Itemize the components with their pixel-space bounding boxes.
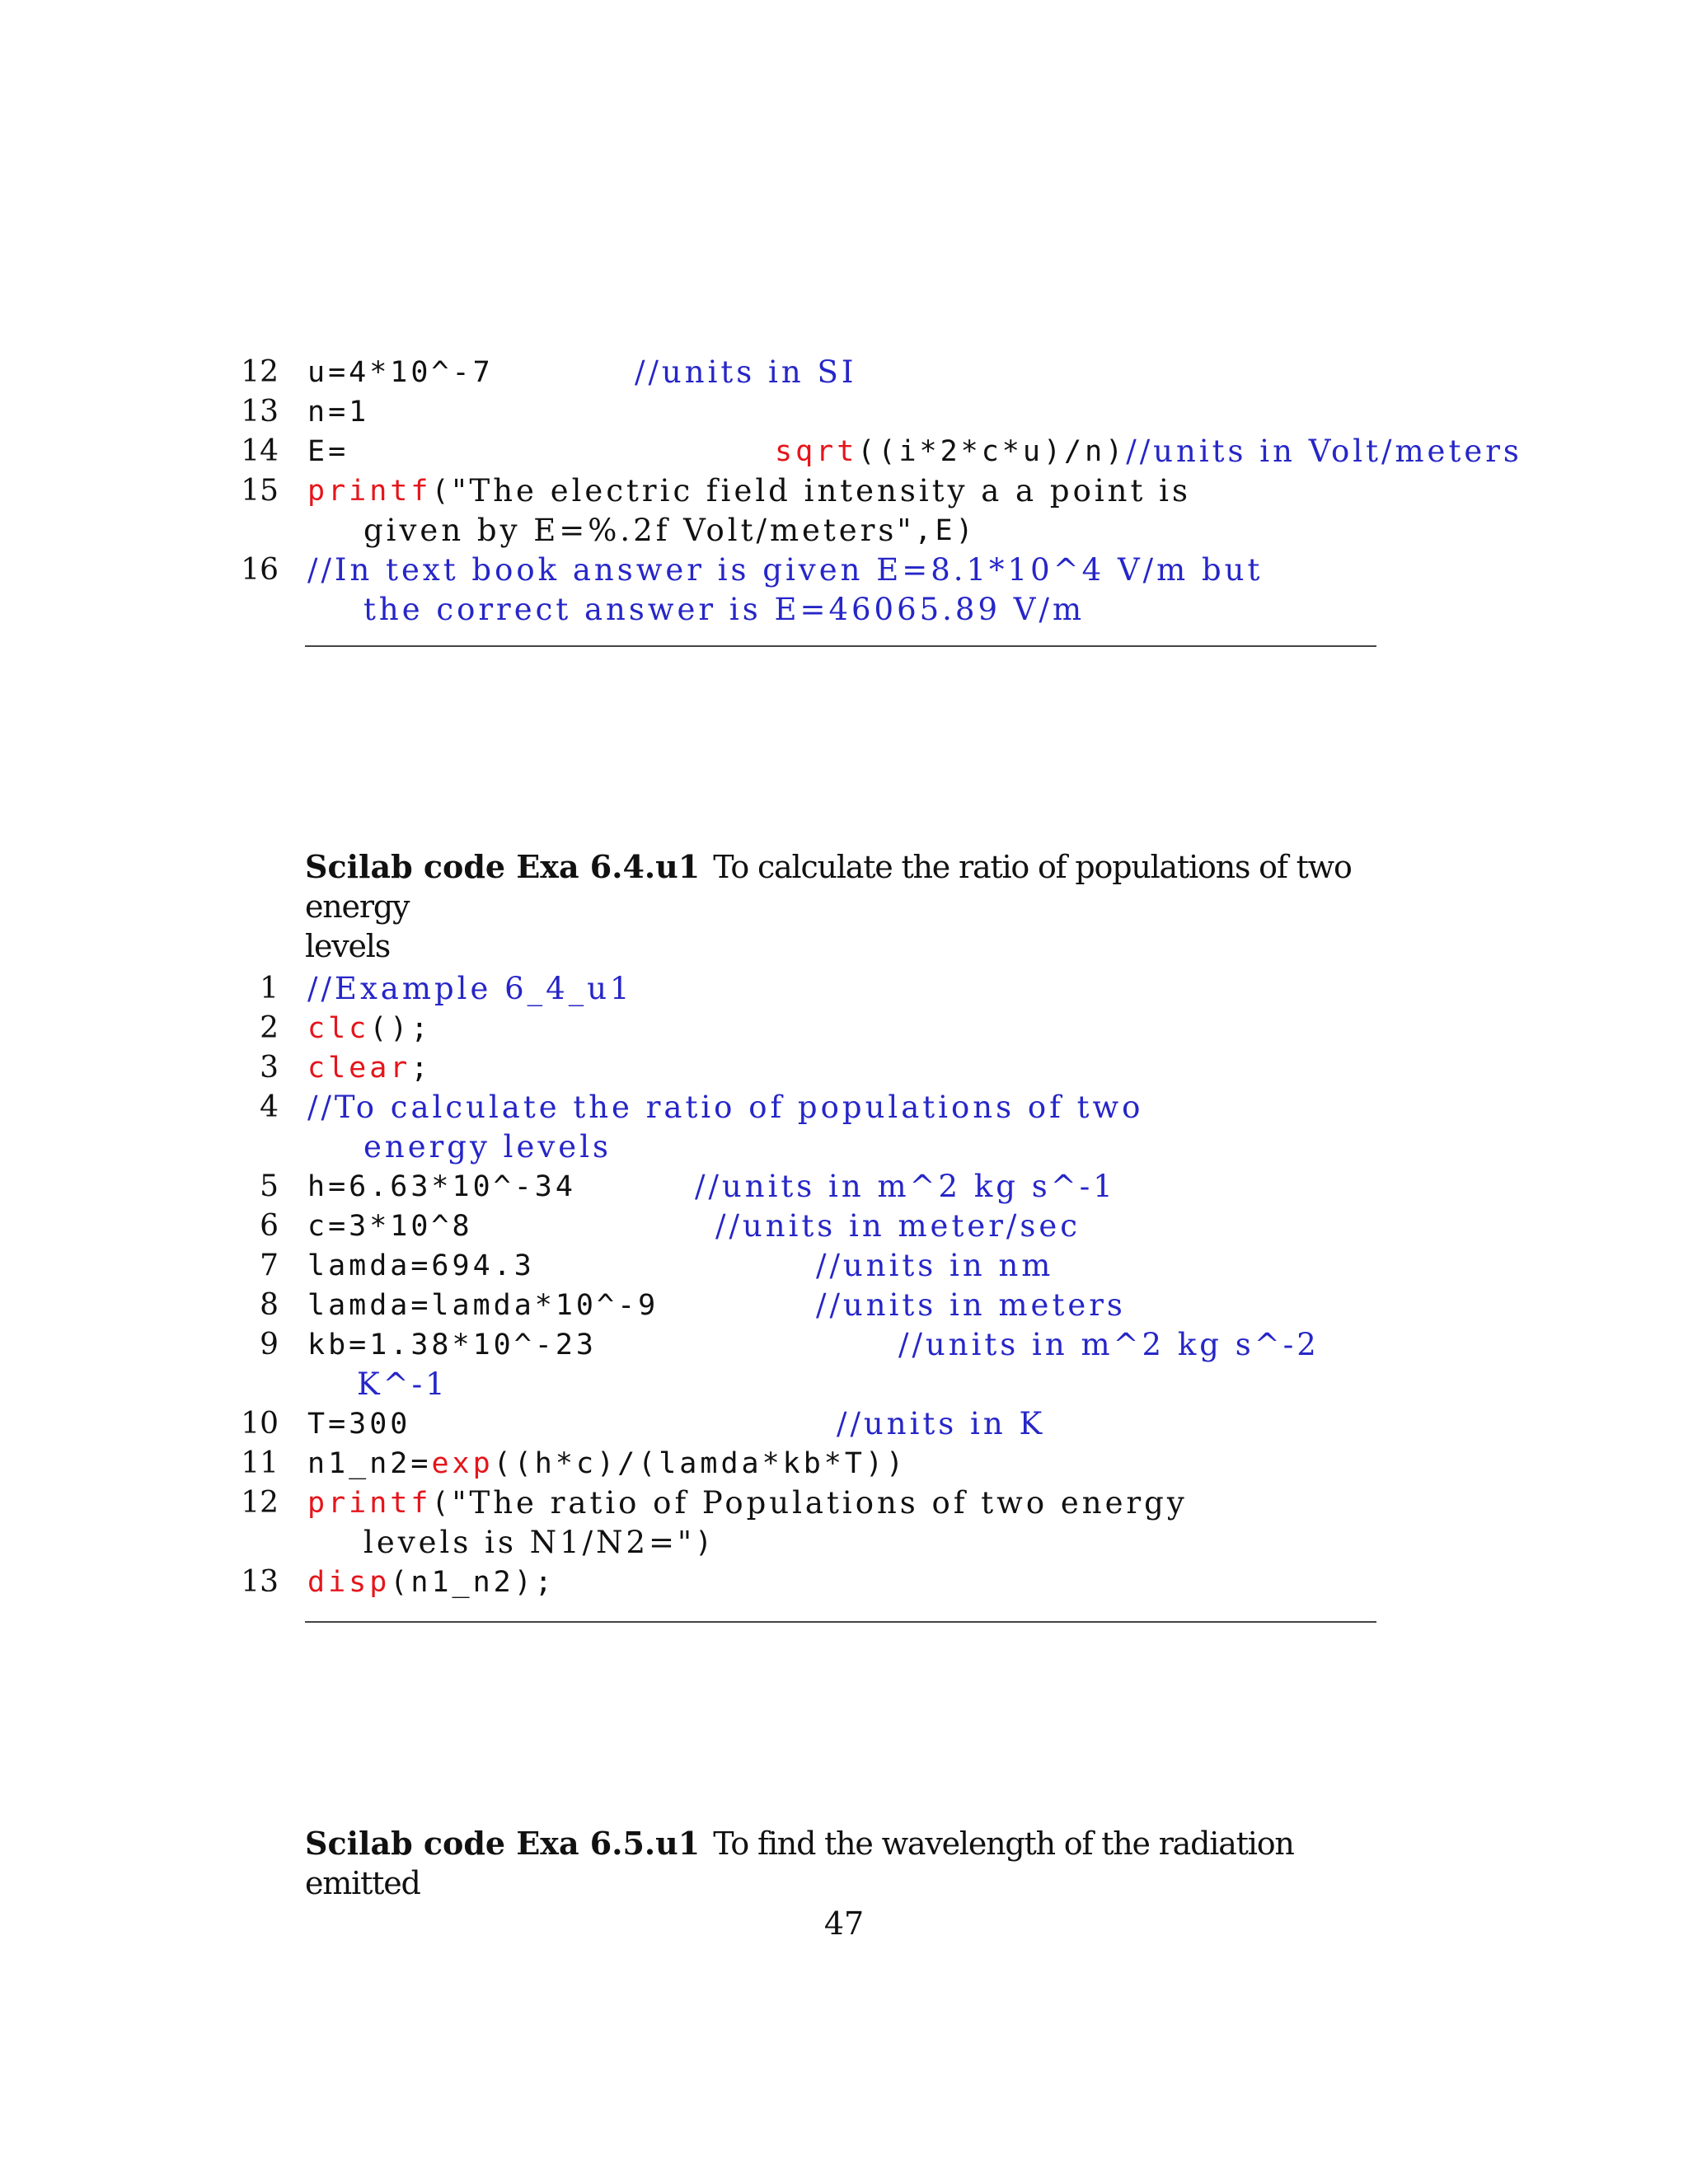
code-token-keyword: printf [307,1487,432,1520]
line-number: 10 [241,1407,279,1441]
code-token-code: (n1_n2); [390,1566,556,1599]
line-number: 8 [260,1288,279,1322]
code-token-comment: //units in meter/sec [715,1208,1081,1244]
code-token-comment: //To calculate the ratio of populations of two [307,1090,1144,1125]
line-number: 3 [260,1051,279,1085]
code-token-keyword: clc [307,1012,370,1045]
code-token-string: "The ratio of Populations of two energy [452,1485,1188,1521]
code-token-string: "The electric field intensity a a point is [452,473,1191,509]
code-line [0,1286,1688,1325]
line-number: 6 [260,1209,279,1243]
code-token-string: levels is N1/N2=" [363,1525,696,1560]
code-token-code: (); [369,1012,432,1045]
line-number: 16 [241,553,279,587]
example-6-5-caption-label: Scilab code Exa 6.5.u1 [305,1825,701,1862]
code-token-code: ; [410,1052,432,1085]
code-token-code: ((i*2*c*u)/n) [857,435,1127,468]
example-6-4-caption [305,847,1385,966]
listing-1-bottom-rule [305,645,1376,647]
code-token-comment: //units in K [837,1406,1046,1441]
code-token-comment: //units in SI [635,354,857,390]
code-token-code: n1_n2= [307,1447,432,1480]
code-token-keyword: disp [307,1566,391,1599]
code-token-code: ( [431,475,452,508]
line-number: 12 [241,1486,279,1520]
code-token-code: lamda=lamda*10^-9 [307,1289,659,1322]
line-number: 9 [260,1328,279,1361]
code-line [0,1088,1688,1127]
line-number: 13 [241,1565,279,1599]
code-line [0,1523,1688,1563]
code-line [0,392,1688,432]
example-6-5-caption [305,1824,1385,1903]
line-number: 2 [260,1011,279,1045]
code-token-comment: energy levels [363,1129,612,1165]
code-line [0,353,1688,392]
line-number: 4 [260,1090,279,1124]
code-token-comment: //In text book answer is given E=8.1*10^4 V/m but [307,552,1264,588]
code-line [0,1048,1688,1088]
code-token-code: u=4*10^-7 [307,356,494,389]
code-token-keyword: printf [307,475,432,508]
code-line [0,969,1688,1009]
code-line [0,1207,1688,1246]
example-6-4-caption-label: Scilab code Exa 6.4.u1 [305,848,701,885]
code-token-keyword: exp [431,1447,494,1480]
code-line [0,1246,1688,1286]
line-number: 13 [241,395,279,429]
example-6-4-caption-text-line1: To calculate the ratio of populations of two energy [305,849,1352,925]
code-line [0,1167,1688,1207]
code-token-code: h=6.63*10^-34 [307,1170,576,1203]
code-token-comment: the correct answer is E=46065.89 V/m [363,592,1085,627]
line-number: 5 [260,1169,279,1203]
line-number: 11 [241,1446,279,1480]
line-number: 15 [241,474,279,508]
code-line [0,471,1688,511]
code-token-code: n=1 [307,396,370,429]
page-number: 47 [823,1905,865,1942]
code-line [0,1009,1688,1048]
code-token-code: ) [695,1526,716,1559]
code-line [0,1563,1688,1602]
code-line [0,1127,1688,1167]
code-token-string: given by E=%.2f Volt/meters" [363,513,915,548]
code-line [0,551,1688,590]
code-token-code: E= [307,435,349,468]
code-token-code: kb=1.38*10^-23 [307,1329,598,1361]
line-number: 12 [241,355,279,389]
code-token-comment: //Example 6_4_u1 [307,971,633,1006]
line-number: 1 [260,972,279,1005]
line-number: 14 [241,434,279,468]
code-token-code: lamda=694.3 [307,1249,535,1282]
code-token-code: ( [431,1487,452,1520]
example-6-5-caption-text: To find the wavelength of the radiation emitted [305,1825,1294,1901]
code-token-keyword: clear [307,1052,411,1085]
line-number: 7 [260,1249,279,1282]
listing-2-bottom-rule [305,1621,1376,1623]
code-token-comment: //units in m^2 kg s^-1 [695,1169,1116,1204]
code-token-keyword: sqrt [775,435,858,468]
code-token-code: ((h*c)/(lamda*kb*T)) [493,1447,907,1480]
code-line [0,1404,1688,1444]
code-token-code: T=300 [307,1408,411,1441]
code-line [0,1444,1688,1483]
code-line [0,1365,1688,1404]
example-6-4-caption-text-line2: levels [305,928,391,964]
code-token-code: ,E) [914,514,977,547]
code-token-comment: //units in nm [816,1248,1054,1283]
code-line [0,1325,1688,1365]
code-token-comment: //units in meters [816,1287,1126,1323]
code-line [0,1483,1688,1523]
code-line [0,432,1688,471]
code-line [0,511,1688,551]
code-token-comment: //units in m^2 kg s^-2 [898,1327,1320,1362]
code-line [0,590,1688,630]
code-token-comment: K^-1 [357,1366,448,1402]
code-token-comment: //units in Volt/meters [1126,434,1522,469]
code-token-code: c=3*10^8 [307,1210,473,1243]
